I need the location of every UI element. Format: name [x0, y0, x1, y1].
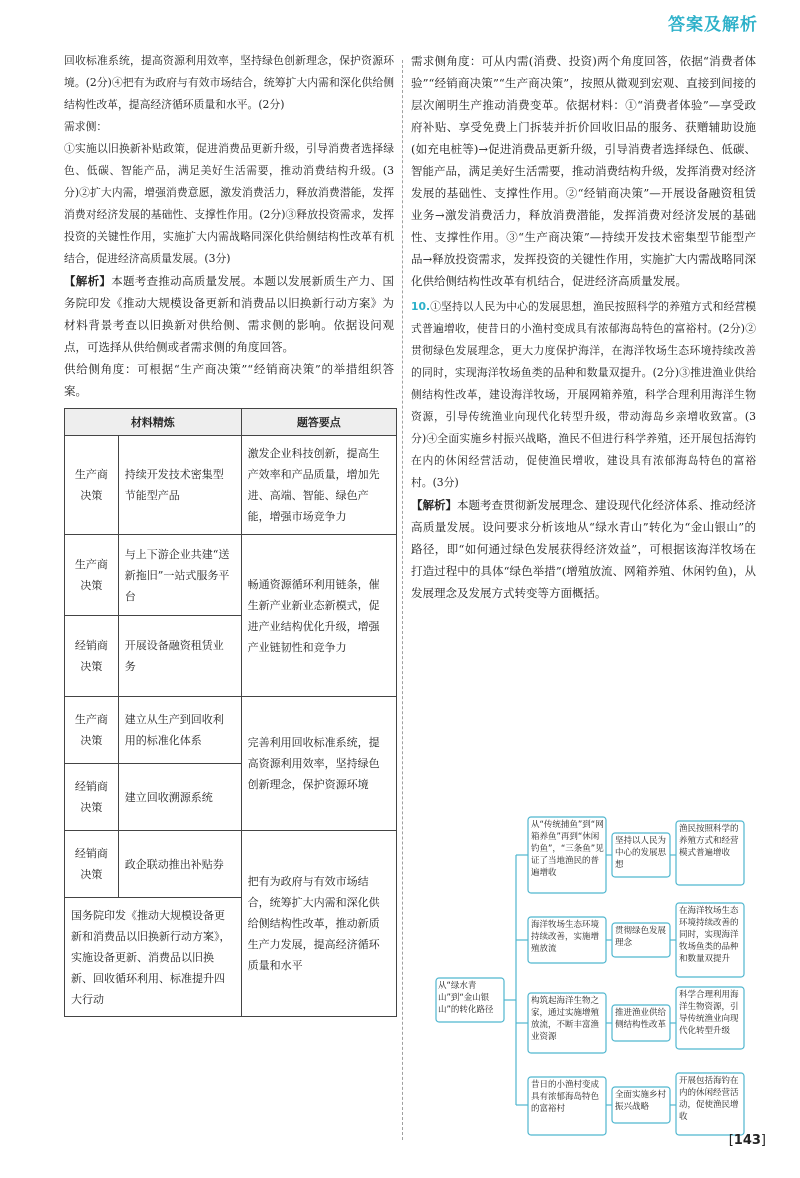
supply-angle-text: 供给侧角度：可根据“生产商决策”“经销商决策”的举措组织答案。	[64, 362, 394, 398]
left-column	[64, 50, 394, 1017]
diagram-node-c2: 在海洋牧场生态环境持续改善的同时，实现海洋牧场鱼类的品种和数量双提升	[679, 906, 739, 964]
demand-side-title: 需求侧：	[64, 120, 108, 133]
row-material: 持续开发技术密集型节能型产品	[118, 436, 241, 535]
supply-answer-end: 回收标准系统，提高资源利用效率，坚持绿色创新理念，保护资源环境。(2分)④把有为政府与有效市场结合，统筹扩大内需和深化供给侧结构性改革，提高经济循环质量和水平。(2分)	[64, 54, 394, 111]
analysis-text: 本题考查贯彻新发展理念、建设现代化经济体系、推动经济高质量发展。设问要求分析该地从“绿水青山”转化为“金山银山”的路径，即“如何通过绿色发展获得经济效益”，可根据该海洋牧场在打造过程中的具体“绿色举措”(增殖放流、网箱养殖、休闲钓鱼)，从发展理念及发展方式转变等方面概括。	[411, 498, 756, 600]
row-points: 完善利用回收标准系统，提高资源利用效率，坚持绿色创新理念，保护资源环境	[241, 697, 396, 831]
row-label: 经销商决策	[65, 831, 119, 898]
demand-side-answer: ①实施以旧换新补贴政策，促进消费品更新升级，引导消费者选择绿色、低碳、智能产品，满足美好生活需要，推动消费结构升级。(3分)②扩大内需，增强消费意愿，激发消费活力，释放消费潜能，发挥消费对经济发展的基础性、支撑性作用。(2分)③释放投资需求，发挥投资的关键性作用，实施扩大内需战略同深化供给侧结构性改革有机结合，促进经济高质量发展。(3分)	[64, 142, 394, 265]
table-header-material: 材料精炼	[65, 409, 242, 436]
analysis-paragraph-2	[411, 494, 756, 604]
material-table	[64, 408, 397, 1017]
table-row	[65, 831, 397, 898]
question-10-text: ①坚持以人民为中心的发展思想，渔民按照科学的养殖方式和经营模式普遍增收，使昔日的小渔村变成具有浓郁海岛特色的富裕村。(2分)②贯彻绿色发展理念，更大力度保护海洋，在海洋牧场生态环境持续改善的同时，实现海洋牧场鱼类的品种和数量双提升。(2分)③推进渔业供给侧结构性改革，建设海洋牧场，开展网箱养殖，科学合理利用海洋生物资源，引导传统渔业向现代化转型升级，带动海岛乡亲增收致富。(3分)④全面实施乡村振兴战略，渔民不但进行科学养殖，还开展包括海钓在内的休闲经营活动，促使渔民增收，建设具有浓郁海岛特色的富裕村。(3分)	[411, 300, 756, 489]
row-material: 建立回收溯源系统	[118, 764, 241, 831]
page-number: [143]	[728, 1133, 766, 1148]
row-label: 经销商决策	[65, 764, 119, 831]
diagram-node-b4: 全面实施乡村振兴战略	[615, 1090, 667, 1112]
question-10-answer	[411, 296, 756, 494]
row-material: 开展设备融资租赁业务	[118, 616, 241, 697]
row-points: 激发企业科技创新，提高生产效率和产品质量，增加先进、高端、智能、绿色产能，增强市场竞争力	[241, 436, 396, 535]
row-points: 畅通资源循环利用链条，催生新产业新业态新模式，促进产业结构优化升级，增强产业链韧性和竞争力	[241, 535, 396, 697]
analysis-paragraph	[64, 270, 394, 358]
row-label: 生产商决策	[65, 535, 119, 616]
section-title: 答案及解析	[668, 15, 758, 35]
analysis-tag: 【解析】	[64, 274, 112, 288]
row-material: 建立从生产到回收利用的标准化体系	[118, 697, 241, 764]
diagram-node-b3: 推进渔业供给侧结构性改革	[615, 1008, 667, 1030]
row-material: 政企联动推出补贴券	[118, 831, 241, 898]
row-label: 生产商决策	[65, 436, 119, 535]
row-label: 生产商决策	[65, 697, 119, 764]
right-column	[411, 50, 756, 604]
conversion-path-diagram	[434, 815, 764, 1145]
row-label: 经销商决策	[65, 616, 119, 697]
analysis-text: 本题考查推动高质量发展。本题以发展新质生产力、国务院印发《推动大规模设备更新和消费品以旧换新行动方案》为材料背景考查以旧换新对供给侧、需求侧的影响。依据设问观点，可选择从供给侧或者需求侧的角度回答。	[64, 274, 394, 354]
row-merged-material: 国务院印发《推动大规模设备更新和消费品以旧换新行动方案》，实施设备更新、消费品以旧换新、回收循环利用、标准提升四大行动	[65, 898, 242, 1017]
diagram-node-b1: 坚持以人民为中心的发展思想	[615, 836, 667, 870]
diagram-node-a4: 昔日的小渔村变成具有浓郁海岛特色的富裕村	[531, 1080, 600, 1114]
diagram-node-c3: 科学合理利用海洋生物资源，引导传统渔业向现代化转型升级	[679, 990, 739, 1036]
diagram-node-a1: 从“传统捕鱼”到“网箱养鱼”再到“休闲钓鱼”，“三条鱼”见证了当地渔民的普遍增收	[531, 820, 604, 878]
table-row	[65, 535, 397, 616]
table-row	[65, 697, 397, 764]
question-number: 10.	[411, 300, 431, 313]
row-material: 与上下游企业共建“送新拖旧”一站式服务平台	[118, 535, 241, 616]
diagram-root-node: 从“绿水青山”到“金山银山”的转化路径	[438, 981, 494, 1015]
diagram-node-c1: 渔民按照科学的养殖方式和经营模式普遍增收	[679, 824, 739, 858]
table-row	[65, 436, 397, 535]
row-points: 把有为政府与有效市场结合，统筹扩大内需和深化供给侧结构性改革，推动新质生产力发展，提高经济循环质量和水平	[241, 831, 396, 1017]
diagram-node-c4: 开展包括海钓在内的休闲经营活动，促使渔民增收	[679, 1076, 739, 1122]
diagram-node-b2: 贯彻绿色发展理念	[615, 926, 667, 948]
demand-angle-text: 需求侧角度：可从内需(消费、投资)两个角度回答，依据“消费者体验”“经销商决策”“生产商决策”，按照从微观到宏观、直接到间接的层次阐明生产推动消费变革。依据材料：①“消费者体验”—享受政府补贴、享受免费上门拆装并折价回收旧品的服务、获赠辅助设施(如充电桩等)→促进消费品更新升级，引导消费者选择绿色、低碳、智能产品，满足美好生活需要，推动消费结构升级，发挥消费对经济发展的基础性、支撑性作用。②“经销商决策”—开展设备融资租赁业务→激发消费活力，释放消费潜能，发挥消费对经济发展的基础性、支撑性作用。③“生产商决策”—持续开发技术密集型节能型产品→释放投资需求，发挥投资的关键性作用，实施扩大内需战略同深化供给侧结构性改革有机结合，促进经济高质量发展。	[411, 54, 756, 288]
table-header-points: 题答要点	[241, 409, 396, 436]
analysis-tag: 【解析】	[411, 498, 457, 512]
diagram-node-a2: 海洋牧场生态环境持续改善，实施增殖放流	[531, 920, 600, 954]
diagram-node-a3: 构筑起海洋生物之家，通过实施增殖放流，不断丰富渔业资源	[531, 996, 600, 1042]
column-divider	[402, 60, 403, 1140]
